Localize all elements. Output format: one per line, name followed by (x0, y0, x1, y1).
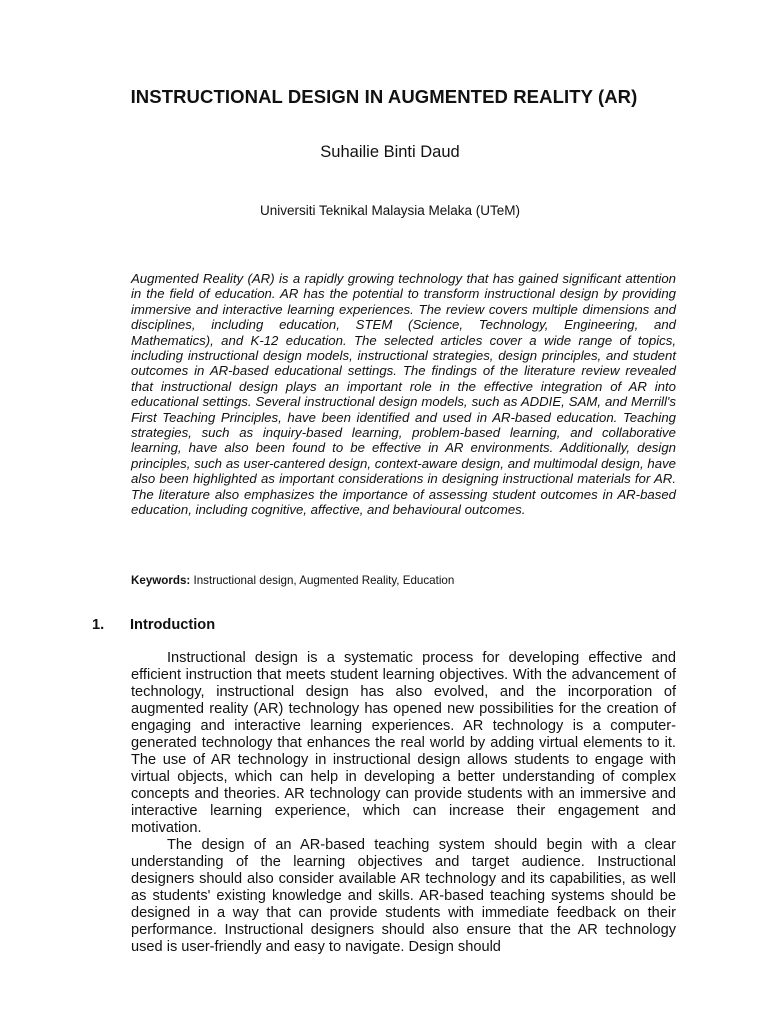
author-name: Suhailie Binti Daud (320, 143, 460, 161)
keywords-list: Instructional design, Augmented Reality, Education (193, 574, 455, 587)
paper-title: INSTRUCTIONAL DESIGN IN AUGMENTED REALITY (AR) (130, 86, 638, 107)
body-paragraph-1: Instructional design is a systematic process for developing effective and efficient instruction that meets student learning objectives. With the advancement of technology, instructional design has also evolved, and the incorporation of augmented reality (AR) technology has opened new possibilities for the creation of engaging and interactive learning experiences. AR technology is a computer-generated technology that enhances the real world by adding virtual elements to it. The use of AR technology in instructional design allows students to engage with virtual objects, which can help in developing a better understanding of complex concepts and theories. AR technology can provide students with an immersive and interactive learning experience, which can increase their engagement and motivation. (131, 650, 676, 836)
section-title: Introduction (130, 617, 216, 633)
keywords (131, 574, 676, 587)
author-affiliation: Universiti Teknikal Malaysia Melaka (UTeM) (259, 203, 521, 218)
section-number: 1. (92, 617, 105, 633)
body-paragraph-2: The design of an AR-based teaching system should begin with a clear understanding of the learning objectives and target audience. Instructional designers should also consider available AR technology and its capabilities, as well as students' existing knowledge and skills. AR-based teaching systems should be designed in a way that can provide students with immediate feedback on their performance. Instructional designers should also ensure that the AR technology used is user-friendly and easy to navigate. Design should (131, 837, 676, 955)
keywords-label: Keywords: (131, 574, 191, 587)
section-body (131, 650, 676, 956)
section-heading (92, 617, 692, 633)
abstract: Augmented Reality (AR) is a rapidly growing technology that has gained significant attention in the field of education. AR has the potential to transform instructional design by providing immersive and interactive learning experiences. The review covers multiple dimensions and disciplines, including education, STEM (Science, Technology, Engineering, and Mathematics), and K-12 education. The selected articles cover a wide range of topics, including instructional design models, instructional strategies, design principles, and student outcomes in AR-based educational settings. The findings of the literature review revealed that instructional design plays an important role in the effective integration of AR into educational settings. Several instructional design models, such as ADDIE, SAM, and Merrill's First Teaching Principles, have been identified and used in AR-based education. Teaching strategies, such as inquiry-based learning, problem-based learning, and collaborative learning, have also been found to be effective in AR environments. Additionally, design principles, such as user-cantered design, context-aware design, and multimodal design, have also been highlighted as important considerations in designing instructional materials for AR. The literature also emphasizes the importance of assessing student outcomes in AR-based education, including cognitive, affective, and behavioural outcomes. (131, 271, 676, 518)
